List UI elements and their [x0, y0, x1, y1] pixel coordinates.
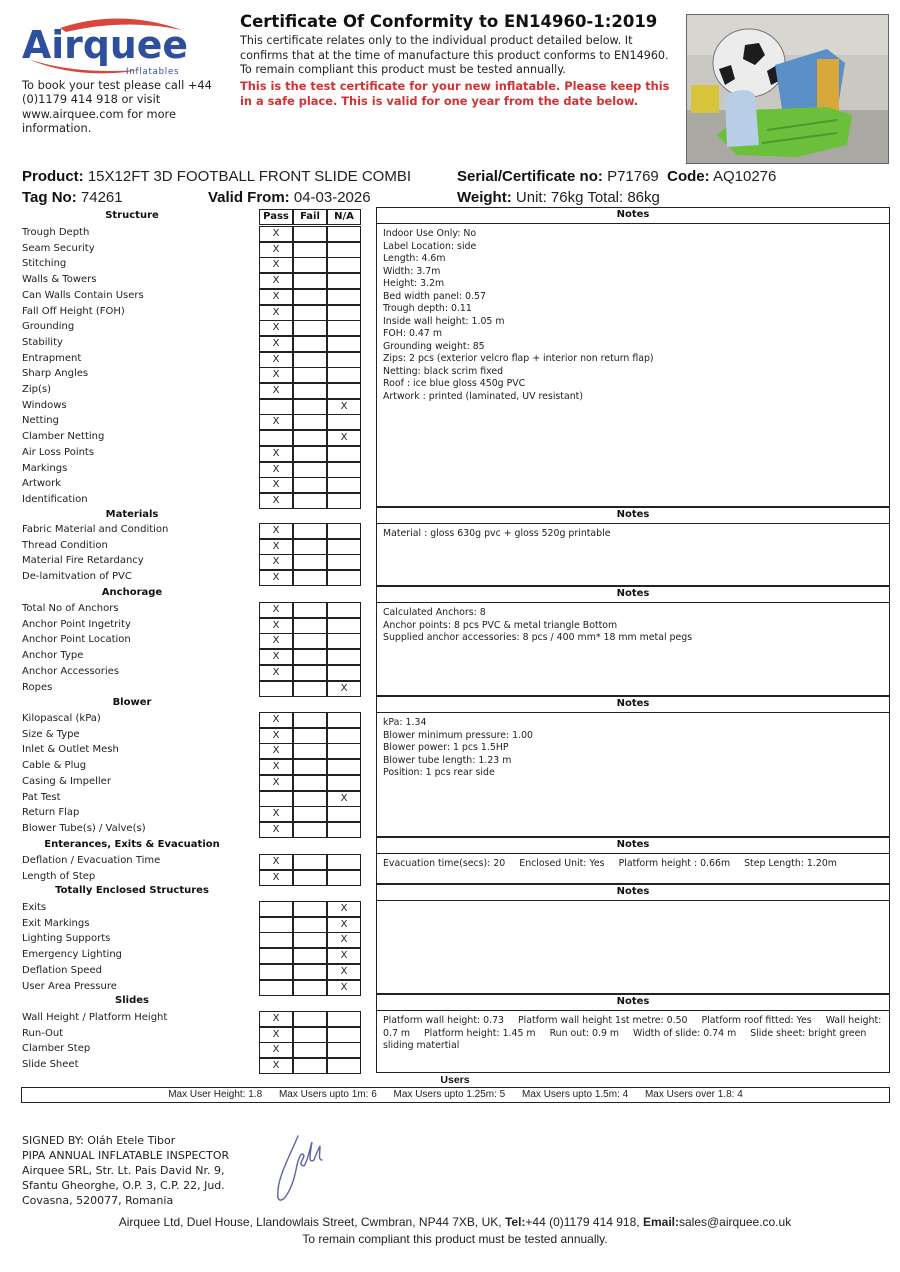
- result-cell-pass[interactable]: [259, 932, 293, 948]
- company-phone: +44 (0)1179 414 918,: [525, 1215, 640, 1229]
- checklist-item-label: Blower Tube(s) / Valve(s): [22, 822, 146, 834]
- checklist-item-label: Material Fire Retardancy: [22, 555, 144, 567]
- result-cell-na[interactable]: [327, 1042, 361, 1058]
- users-limits: [21, 1087, 890, 1103]
- result-cell-pass[interactable]: X: [259, 539, 293, 555]
- result-cell-fail[interactable]: [293, 901, 327, 917]
- users-limit: Max Users over 1.8: 4: [644, 1089, 743, 1100]
- result-cell-fail[interactable]: [293, 1042, 327, 1058]
- notes-box: [376, 696, 890, 837]
- checklist-item-label: Wall Height / Platform Height: [22, 1012, 168, 1023]
- note-line: Platform height : 0.66m: [618, 858, 731, 869]
- result-cell-fail[interactable]: [293, 257, 327, 273]
- note-line: Bed width panel: 0.57: [383, 290, 486, 302]
- result-cell-na[interactable]: [327, 352, 361, 368]
- inspector-address-line: Sfantu Gheorghe, O.P. 3, C.P. 22, Jud.: [22, 1179, 225, 1192]
- checklist-item-label: De-lamitvation of PVC: [22, 571, 132, 583]
- certificate-intro: This certificate relates only to the individual product detailed below. It confirms that at the time of manufacture this product conforms to EN14960. To remain compliant this product must be tested annually.: [240, 34, 669, 77]
- checklist-item-label: Artwork: [22, 478, 62, 490]
- result-cell-pass[interactable]: X: [259, 1058, 293, 1074]
- note-line: Material : gloss 630g pvc + gloss 520g printable: [383, 528, 611, 539]
- checklist-item-label: Emergency Lighting: [22, 949, 122, 961]
- note-line: Grounding weight: 85: [383, 340, 485, 352]
- users-limit: Max Users upto 1.25m: 5: [393, 1089, 506, 1100]
- result-cell-fail[interactable]: [293, 618, 327, 634]
- column-header-pass: Pass: [259, 209, 293, 225]
- result-cell-pass[interactable]: X: [259, 383, 293, 399]
- result-cell-fail[interactable]: [293, 273, 327, 289]
- result-cell-na[interactable]: [327, 570, 361, 586]
- result-cell-na[interactable]: [327, 336, 361, 352]
- notes-body: [377, 854, 889, 875]
- result-cell-fail[interactable]: [293, 462, 327, 478]
- section-heading: Anchorage: [101, 587, 163, 598]
- result-cell-na[interactable]: X: [327, 980, 361, 996]
- result-cell-na[interactable]: [327, 257, 361, 273]
- result-cell-pass[interactable]: X: [259, 305, 293, 321]
- result-cell-pass[interactable]: X: [259, 759, 293, 775]
- result-cell-pass[interactable]: X: [259, 570, 293, 586]
- result-cell-na[interactable]: X: [327, 681, 361, 697]
- checklist-item-label: Windows: [22, 399, 67, 411]
- product-field: Product: 15X12FT 3D FOOTBALL FRONT SLIDE COMBI: [22, 168, 411, 185]
- note-line: Netting: black scrim fixed: [383, 365, 504, 377]
- result-cell-pass[interactable]: X: [259, 1042, 293, 1058]
- result-cell-pass[interactable]: X: [259, 320, 293, 336]
- checklist-item-label: Stability: [22, 336, 63, 348]
- checklist-item-label: Fall Off Height (FOH): [22, 305, 125, 317]
- result-cell-pass[interactable]: X: [259, 257, 293, 273]
- result-cell-na[interactable]: X: [327, 964, 361, 980]
- company-address: Airquee Ltd, Duel House, Llandowlais Street, Cwmbran, NP44 7XB, UK,: [118, 1215, 502, 1229]
- checklist-item-label: Lighting Supports: [22, 933, 111, 945]
- checklist-item-label: Size & Type: [22, 728, 80, 740]
- note-line: Platform height: 1.45 m: [424, 1027, 536, 1039]
- serial-value: P71769: [607, 168, 659, 185]
- notes-body: [377, 524, 889, 545]
- result-cell-pass[interactable]: X: [259, 289, 293, 305]
- tag-value: 74261: [80, 189, 123, 206]
- checklist-item-label: Identification: [22, 493, 88, 505]
- checklist-item-label: Can Walls Contain Users: [22, 289, 144, 301]
- note-line: FOH: 0.47 m: [383, 328, 442, 339]
- result-cell-pass[interactable]: X: [259, 649, 293, 665]
- result-cell-pass[interactable]: [259, 948, 293, 964]
- result-cell-na[interactable]: X: [327, 399, 361, 415]
- section-heading: Structure: [105, 210, 159, 221]
- inspector-role: PIPA ANNUAL INFLATABLE INSPECTOR: [22, 1149, 230, 1162]
- checklist-item-label: Zip(s): [22, 384, 51, 395]
- result-cell-fail[interactable]: [293, 226, 327, 242]
- result-cell-fail[interactable]: [293, 712, 327, 728]
- checklist-item-label: Air Loss Points: [22, 446, 95, 458]
- checklist-item-label: Grounding: [22, 321, 75, 333]
- result-cell-na[interactable]: [327, 649, 361, 665]
- result-cell-fail[interactable]: [293, 917, 327, 933]
- result-cell-fail[interactable]: [293, 980, 327, 996]
- result-cell-fail[interactable]: [293, 523, 327, 539]
- result-cell-pass[interactable]: [259, 681, 293, 697]
- result-cell-na[interactable]: [327, 305, 361, 321]
- checklist-item-label: Kilopascal (kPa): [22, 713, 101, 724]
- checklist-item-label: Inlet & Outlet Mesh: [22, 744, 119, 756]
- checklist-item-label: Pat Test: [22, 791, 61, 803]
- notes-body: [377, 224, 889, 407]
- result-cell-fail[interactable]: [293, 854, 327, 870]
- note-line: Wall height: 0.7 m: [383, 1015, 882, 1039]
- result-cell-na[interactable]: [327, 806, 361, 822]
- result-cell-na[interactable]: [327, 523, 361, 539]
- users-heading: Users: [440, 1074, 470, 1086]
- checklist-item-label: Clamber Step: [22, 1043, 91, 1055]
- notes-box: [376, 207, 890, 507]
- result-cell-na[interactable]: [327, 320, 361, 336]
- note-line: Label Location: side: [383, 240, 477, 252]
- checklist-item-label: Anchor Point Location: [22, 634, 131, 646]
- result-cell-pass[interactable]: X: [259, 446, 293, 462]
- airquee-logo: [20, 14, 192, 78]
- notes-body: [377, 713, 889, 784]
- result-cell-fail[interactable]: [293, 681, 327, 697]
- logo-wordmark: Airquee: [22, 23, 188, 67]
- result-cell-pass[interactable]: [259, 917, 293, 933]
- result-cell-pass[interactable]: X: [259, 602, 293, 618]
- inspector-signature: [268, 1130, 332, 1206]
- result-cell-fail[interactable]: [293, 554, 327, 570]
- result-cell-na[interactable]: [327, 242, 361, 258]
- note-line: Blower tube length: 1.23 m: [383, 754, 512, 766]
- weight-value: Unit: 76kg Total: 86kg: [515, 189, 660, 206]
- result-cell-fail[interactable]: [293, 806, 327, 822]
- result-cell-na[interactable]: [327, 759, 361, 775]
- result-cell-pass[interactable]: X: [259, 367, 293, 383]
- note-line: Roof : ice blue gloss 450g PVC: [383, 378, 526, 389]
- notes-heading: Notes: [377, 697, 889, 713]
- checklist-item-label: Clamber Netting: [22, 431, 105, 443]
- company-email: sales@airquee.co.uk: [678, 1215, 792, 1229]
- result-cell-na[interactable]: [327, 273, 361, 289]
- result-cell-pass[interactable]: X: [259, 633, 293, 649]
- note-line: Zips: 2 pcs (exterior velcro flap + interior non return flap): [383, 353, 654, 364]
- checklist-item-label: Ropes: [22, 681, 53, 693]
- result-cell-na[interactable]: [327, 822, 361, 838]
- result-cell-na[interactable]: [327, 1058, 361, 1074]
- notes-heading: Notes: [377, 885, 889, 901]
- result-cell-fail[interactable]: [293, 791, 327, 807]
- result-cell-fail[interactable]: [293, 430, 327, 446]
- checklist-item-label: Trough Depth: [22, 227, 90, 238]
- result-cell-pass[interactable]: X: [259, 226, 293, 242]
- result-cell-fail[interactable]: [293, 352, 327, 368]
- checklist-item-label: Slide Sheet: [22, 1059, 79, 1071]
- result-cell-na[interactable]: [327, 775, 361, 791]
- result-cell-pass[interactable]: X: [259, 477, 293, 493]
- result-cell-na[interactable]: [327, 226, 361, 242]
- result-cell-fail[interactable]: [293, 493, 327, 509]
- result-cell-fail[interactable]: [293, 289, 327, 305]
- result-cell-fail[interactable]: [293, 399, 327, 415]
- section-heading: Totally Enclosed Structures: [55, 885, 209, 896]
- result-cell-pass[interactable]: X: [259, 728, 293, 744]
- result-cell-na[interactable]: [327, 477, 361, 493]
- tag-field: Tag No: 74261: [22, 189, 123, 206]
- users-limit: Max Users upto 1m: 6: [278, 1089, 377, 1100]
- column-header-fail: Fail: [293, 209, 327, 225]
- note-line: Blower power: 1 pcs 1.5HP: [383, 742, 509, 753]
- result-cell-na[interactable]: X: [327, 901, 361, 917]
- result-cell-na[interactable]: [327, 618, 361, 634]
- result-cell-na[interactable]: [327, 743, 361, 759]
- result-cell-pass[interactable]: X: [259, 1011, 293, 1027]
- result-cell-fail[interactable]: [293, 822, 327, 838]
- result-cell-fail[interactable]: [293, 446, 327, 462]
- notes-heading: Notes: [377, 508, 889, 524]
- result-cell-na[interactable]: [327, 554, 361, 570]
- note-line: Length: 4.6m: [383, 253, 446, 264]
- result-cell-na[interactable]: [327, 665, 361, 681]
- result-cell-fail[interactable]: [293, 1027, 327, 1043]
- serial-field: Serial/Certificate no: P71769 Code: AQ10276: [457, 168, 777, 185]
- section-heading: Blower: [112, 697, 152, 708]
- signed-by-name: SIGNED BY: Oláh Etele Tibor: [22, 1134, 176, 1147]
- result-cell-pass[interactable]: X: [259, 273, 293, 289]
- column-header-na: N/A: [327, 209, 361, 225]
- result-cell-pass[interactable]: [259, 980, 293, 996]
- result-cell-fail[interactable]: [293, 775, 327, 791]
- result-cell-na[interactable]: X: [327, 430, 361, 446]
- result-cell-fail[interactable]: [293, 539, 327, 555]
- result-cell-pass[interactable]: X: [259, 822, 293, 838]
- note-line: Blower minimum pressure: 1.00: [383, 729, 534, 741]
- result-cell-na[interactable]: [327, 414, 361, 430]
- note-line: Artwork : printed (laminated, UV resistant): [383, 390, 584, 402]
- result-cell-na[interactable]: [327, 539, 361, 555]
- section-heading: Materials: [105, 509, 159, 520]
- result-cell-pass[interactable]: [259, 430, 293, 446]
- result-cell-na[interactable]: [327, 1011, 361, 1027]
- notes-box: [376, 507, 890, 586]
- result-cell-pass[interactable]: X: [259, 743, 293, 759]
- result-cell-fail[interactable]: [293, 1011, 327, 1027]
- result-cell-fail[interactable]: [293, 870, 327, 886]
- checklist-item-label: Walls & Towers: [22, 274, 97, 286]
- checklist-item-label: Cable & Plug: [22, 760, 87, 772]
- note-line: Width: 3.7m: [383, 265, 441, 277]
- certificate-warning: This is the test certificate for your new inflatable. Please keep this in a safe place. This is valid for one year from the date below.: [240, 79, 670, 108]
- checklist-item-label: Netting: [22, 415, 59, 427]
- checklist-item-label: Entrapment: [22, 352, 82, 364]
- checklist-item-label: Anchor Accessories: [22, 665, 120, 677]
- result-cell-pass[interactable]: X: [259, 775, 293, 791]
- inspector-address-line: Airquee SRL, Str. Lt. Pais David Nr. 9,: [22, 1164, 225, 1177]
- note-line: Position: 1 pcs rear side: [383, 767, 495, 778]
- result-cell-na[interactable]: [327, 289, 361, 305]
- result-cell-pass[interactable]: X: [259, 618, 293, 634]
- checklist-item-label: Sharp Angles: [22, 368, 89, 380]
- result-cell-pass[interactable]: X: [259, 806, 293, 822]
- result-cell-pass[interactable]: X: [259, 854, 293, 870]
- result-cell-pass[interactable]: X: [259, 352, 293, 368]
- compliance-footer: To remain compliant this product must be tested annually.: [302, 1232, 608, 1246]
- checklist-item-label: Fabric Material and Condition: [22, 524, 169, 535]
- notes-heading: Notes: [377, 838, 889, 854]
- notes-heading: Notes: [377, 587, 889, 603]
- checklist-item-label: Stitching: [22, 258, 67, 270]
- notes-body: [377, 603, 889, 649]
- note-line: Run out: 0.9 m: [549, 1027, 620, 1039]
- result-cell-na[interactable]: [327, 1027, 361, 1043]
- result-cell-pass[interactable]: X: [259, 870, 293, 886]
- note-line: Supplied anchor accessories: 8 pcs / 400 mm* 18 mm metal pegs: [383, 632, 693, 643]
- checklist-item-label: Total No of Anchors: [22, 603, 119, 614]
- result-cell-na[interactable]: [327, 446, 361, 462]
- result-cell-pass[interactable]: [259, 399, 293, 415]
- result-cell-pass[interactable]: [259, 901, 293, 917]
- result-cell-na[interactable]: X: [327, 917, 361, 933]
- code-value: AQ10276: [712, 168, 777, 185]
- result-cell-pass[interactable]: X: [259, 523, 293, 539]
- checklist-item-label: Run-Out: [22, 1027, 64, 1039]
- users-limit: Max Users upto 1.5m: 4: [522, 1089, 629, 1100]
- notes-body: [377, 1011, 889, 1057]
- result-cell-na[interactable]: [327, 728, 361, 744]
- checklist-item-label: Markings: [22, 462, 68, 474]
- note-line: Step Length: 1.20m: [744, 858, 837, 869]
- signed-by-block: [22, 1133, 229, 1208]
- result-cell-pass[interactable]: X: [259, 242, 293, 258]
- result-cell-fail[interactable]: [293, 759, 327, 775]
- result-cell-pass[interactable]: X: [259, 665, 293, 681]
- notes-box: [376, 837, 890, 884]
- checklist-item-label: Deflation Speed: [22, 964, 102, 976]
- note-line: Platform roof fitted: Yes: [701, 1015, 812, 1026]
- valid-from-field: Valid From: 04-03-2026: [208, 189, 371, 206]
- notes-heading: Notes: [377, 995, 889, 1011]
- note-line: Width of slide: 0.74 m: [633, 1027, 737, 1039]
- result-cell-pass[interactable]: [259, 791, 293, 807]
- checklist-item-label: Seam Security: [22, 242, 95, 254]
- note-line: Height: 3.2m: [383, 278, 445, 289]
- note-line: Evacuation time(secs): 20: [383, 858, 506, 869]
- checklist-item-label: Length of Step: [22, 870, 96, 882]
- result-cell-pass[interactable]: X: [259, 1027, 293, 1043]
- result-cell-na[interactable]: [327, 383, 361, 399]
- result-cell-fail[interactable]: [293, 242, 327, 258]
- result-cell-na[interactable]: [327, 712, 361, 728]
- result-cell-na[interactable]: [327, 367, 361, 383]
- checklist-item-label: Return Flap: [22, 807, 80, 819]
- result-cell-fail[interactable]: [293, 964, 327, 980]
- certificate-title: Certificate Of Conformity to EN14960-1:2019: [240, 12, 658, 31]
- result-cell-fail[interactable]: [293, 570, 327, 586]
- checklist-item-label: Thread Condition: [22, 539, 108, 551]
- checklist-item-label: Anchor Point Ingetrity: [22, 618, 131, 630]
- result-cell-fail[interactable]: [293, 602, 327, 618]
- notes-heading: Notes: [377, 208, 889, 224]
- checklist-item-label: Exits: [22, 902, 47, 913]
- result-cell-fail[interactable]: [293, 649, 327, 665]
- result-cell-fail[interactable]: [293, 367, 327, 383]
- product-value: 15X12FT 3D FOOTBALL FRONT SLIDE COMBI: [87, 168, 411, 185]
- booking-info: To book your test please call +44 (0)1179 414 918 or visit www.airquee.com for more information.: [22, 78, 212, 136]
- note-line: Trough depth: 0.11: [383, 303, 472, 314]
- weight-field: Weight: Unit: 76kg Total: 86kg: [457, 189, 660, 206]
- result-cell-fail[interactable]: [293, 477, 327, 493]
- note-line: Inside wall height: 1.05 m: [383, 315, 505, 327]
- result-cell-pass[interactable]: X: [259, 493, 293, 509]
- checklist-item-label: User Area Pressure: [22, 980, 117, 992]
- valid-from-value: 04-03-2026: [293, 189, 371, 206]
- result-cell-fail[interactable]: [293, 728, 327, 744]
- result-cell-fail[interactable]: [293, 665, 327, 681]
- result-cell-fail[interactable]: [293, 1058, 327, 1074]
- result-cell-pass[interactable]: X: [259, 712, 293, 728]
- section-heading: Slides: [115, 995, 149, 1006]
- checklist-item-label: Deflation / Evacuation Time: [22, 855, 161, 866]
- checklist-item-label: Anchor Type: [22, 650, 84, 662]
- result-cell-fail[interactable]: [293, 336, 327, 352]
- checklist-item-label: Casing & Impeller: [22, 775, 111, 787]
- notes-box: [376, 586, 890, 696]
- notes-box: [376, 884, 890, 994]
- result-cell-fail[interactable]: [293, 743, 327, 759]
- result-cell-fail[interactable]: [293, 948, 327, 964]
- product-photo: [686, 14, 889, 164]
- result-cell-na[interactable]: X: [327, 932, 361, 948]
- inspector-address-line: Covasna, 520077, Romania: [22, 1194, 174, 1207]
- result-cell-na[interactable]: [327, 870, 361, 886]
- result-cell-fail[interactable]: [293, 932, 327, 948]
- note-line: Platform wall height 1st metre: 0.50: [518, 1015, 688, 1026]
- note-line: Anchor points: 8 pcs PVC & metal triangle Bottom: [383, 619, 618, 631]
- note-line: Platform wall height: 0.73: [383, 1015, 505, 1026]
- notes-body: [377, 901, 889, 909]
- logo-tagline: Inflatables: [126, 67, 180, 77]
- result-cell-pass[interactable]: X: [259, 414, 293, 430]
- result-cell-na[interactable]: [327, 462, 361, 478]
- result-cell-na[interactable]: [327, 854, 361, 870]
- note-line: kPa: 1.34: [383, 717, 427, 728]
- result-cell-na[interactable]: [327, 493, 361, 509]
- note-line: Calculated Anchors: 8: [383, 607, 486, 618]
- result-cell-pass[interactable]: X: [259, 462, 293, 478]
- users-limit: Max User Height: 1.8: [168, 1089, 263, 1100]
- note-line: Enclosed Unit: Yes: [519, 858, 605, 869]
- section-heading: Enterances, Exits & Evacuation: [44, 839, 220, 850]
- result-cell-na[interactable]: X: [327, 791, 361, 807]
- result-cell-fail[interactable]: [293, 383, 327, 399]
- result-cell-fail[interactable]: [293, 633, 327, 649]
- result-cell-na[interactable]: [327, 602, 361, 618]
- company-footer: Airquee Ltd, Duel House, Llandowlais Street, Cwmbran, NP44 7XB, UK, Tel:+44 (0)1179 414 918, Email:sales@airquee.co.uk: [118, 1215, 792, 1229]
- result-cell-pass[interactable]: X: [259, 554, 293, 570]
- result-cell-fail[interactable]: [293, 414, 327, 430]
- note-line: Slide sheet: bright green sliding matertial: [383, 1027, 867, 1051]
- note-line: Indoor Use Only: No: [383, 228, 477, 239]
- result-cell-fail[interactable]: [293, 320, 327, 336]
- checklist-item-label: Exit Markings: [22, 917, 90, 929]
- result-cell-fail[interactable]: [293, 305, 327, 321]
- result-cell-pass[interactable]: [259, 964, 293, 980]
- result-cell-na[interactable]: [327, 633, 361, 649]
- result-cell-na[interactable]: X: [327, 948, 361, 964]
- notes-box: [376, 994, 890, 1073]
- result-cell-pass[interactable]: X: [259, 336, 293, 352]
